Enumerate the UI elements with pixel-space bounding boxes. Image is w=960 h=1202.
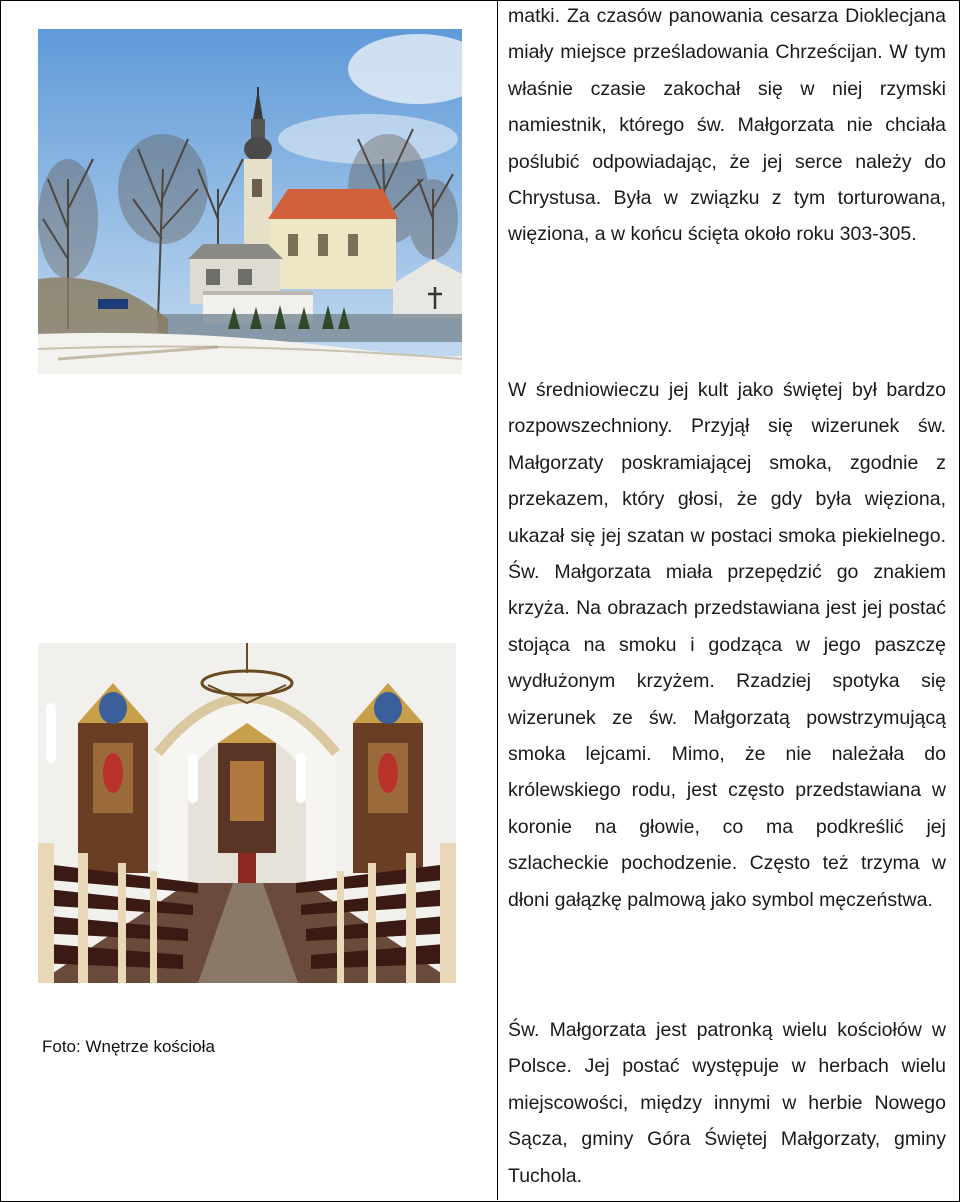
photo-caption: Foto: Wnętrze kościoła: [42, 1037, 215, 1056]
paragraph-1: matki. Za czasów panowania cesarza Dioklecjana miały miejsce prześladowania Chrześcijan. W tym właśnie czasie zakochał się w niej rzymski namiestnik, którego św. Małgorzata nie chciała poślubić odpowiadając, że jej serce należy do Chrystusa. Była w związku z tym torturowana, więziona, a w końcu ścięta około roku 303-305.: [508, 5, 946, 246]
church-interior-photo: [38, 643, 456, 983]
paragraph-3: Św. Małgorzata jest patronką wielu kościołów w Polsce. Jej postać występuje w herbach wielu miejscowości, między innymi w herbie Nowego Sącza, gminy Góra Świętej Małgorzaty, gminy Tuchola.: [508, 1019, 946, 1187]
church-exterior-photo: [38, 29, 462, 374]
paragraph-2: W średniowieczu jej kult jako świętej był bardzo rozpowszechniony. Przyjął się wizerunek św. Małgorzaty poskramiającej smoka, zgodnie z przekazem, który głosi, że gdy była więziona, ukazał się jej szatan w postaci smoka piekielnego. Św. Małgorzata miała przepędzić go znakiem krzyża. Na obrazach przedstawiana jest jej postać stojąca na smoku i godząca w jego paszczę wydłużonym krzyżem. Rzadziej spotyka się wizerunek ze św. Małgorzatą powstrzymującą smoka lejcami. Mimo, że nie należała do królewskiego rodu, jest często przedstawiana w koronie na głowie, co ma podkreślić jej szlacheckie pochodzenie. Często też trzyma w dłoni gałązkę palmową jako symbol męczeństwa.: [508, 379, 946, 911]
column-divider: [497, 0, 498, 1200]
